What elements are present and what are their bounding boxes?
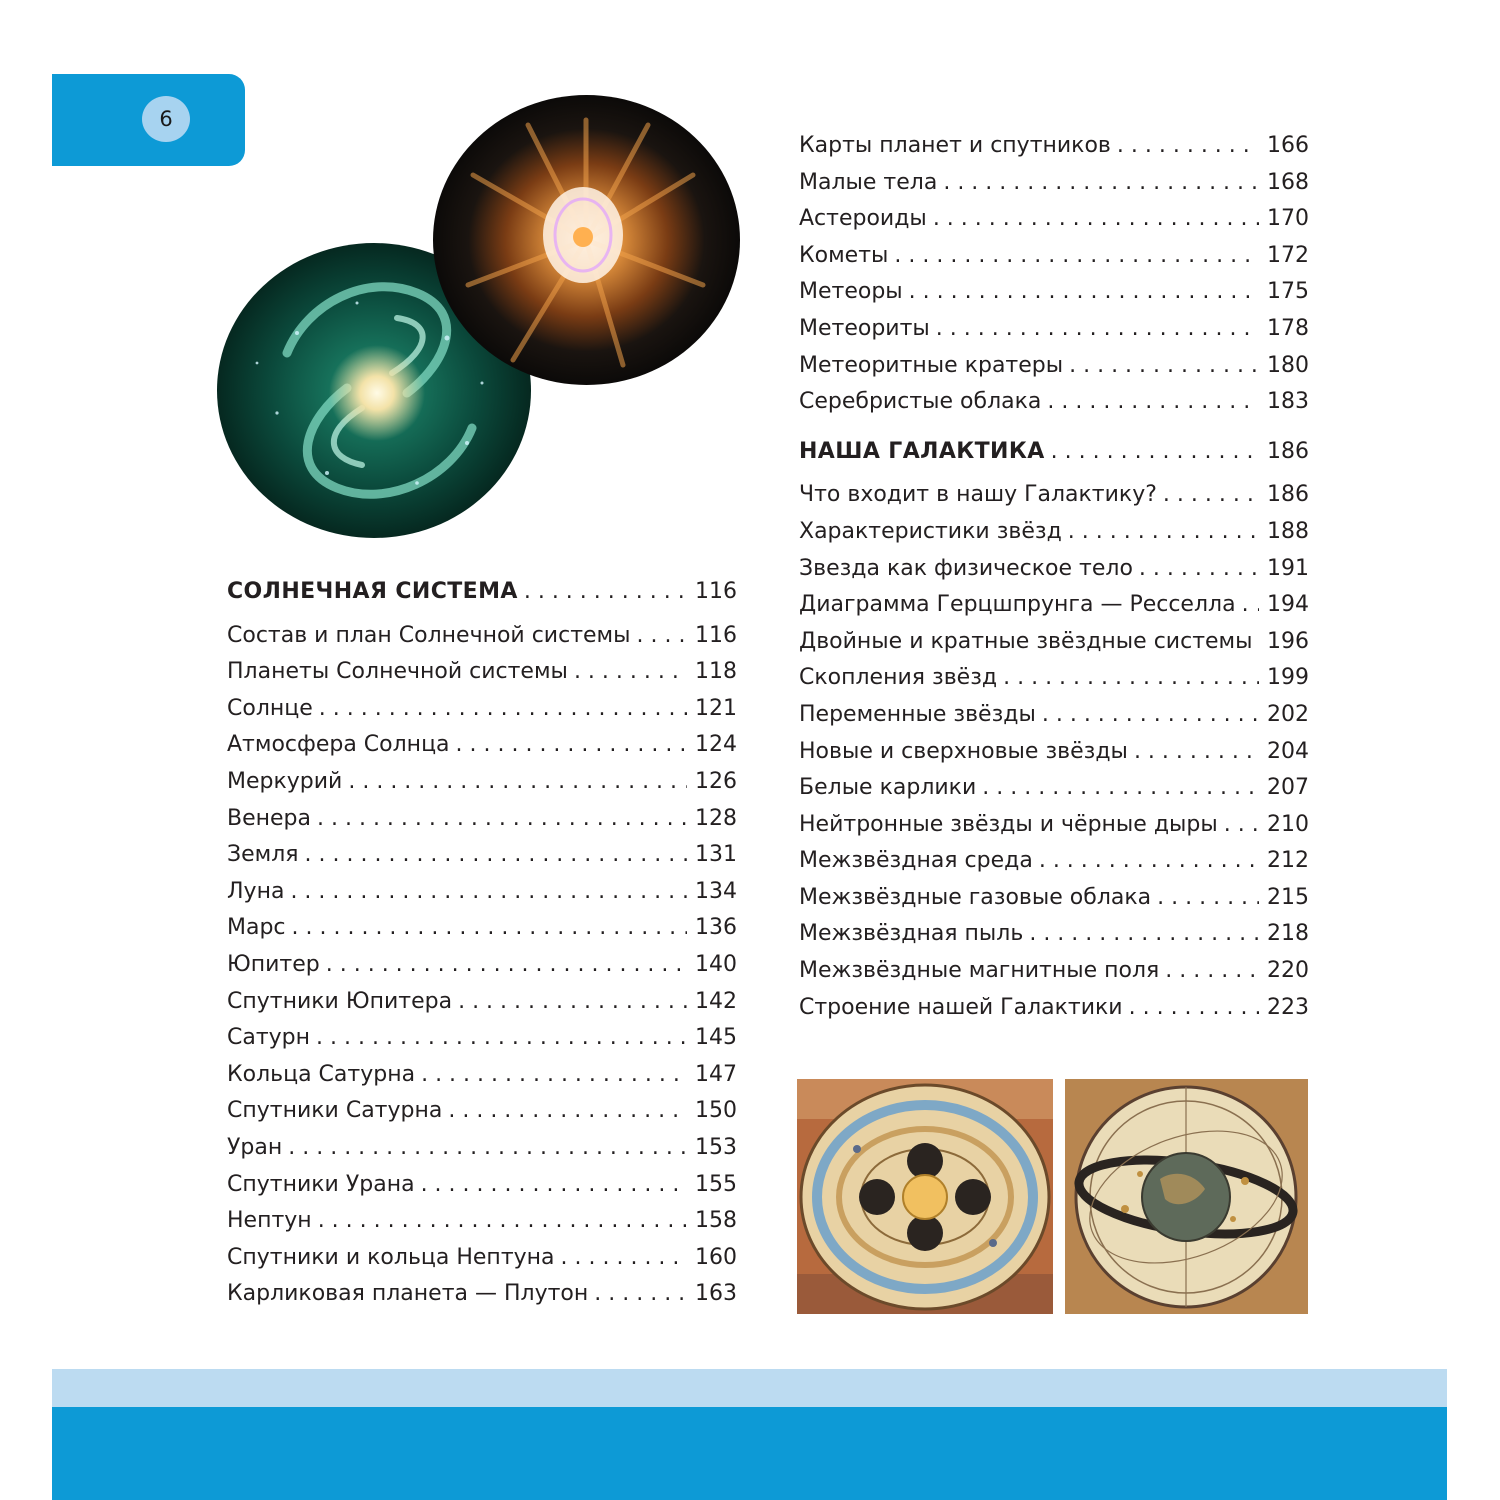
toc-entry[interactable]	[799, 848, 1309, 885]
toc-entry[interactable]	[799, 702, 1309, 739]
toc-entry[interactable]	[799, 133, 1309, 170]
toc-entry-title: Юпитер	[227, 951, 320, 977]
toc-entry[interactable]	[799, 206, 1309, 243]
footer-band-dark	[52, 1407, 1447, 1500]
toc-entry-page: 183	[1267, 389, 1309, 415]
toc-dot-leader	[1163, 482, 1259, 507]
toc-entry-page: 172	[1267, 242, 1309, 268]
toc-entry[interactable]	[227, 623, 737, 660]
toc-dot-leader	[1047, 389, 1259, 414]
toc-dot-leader	[943, 170, 1259, 195]
toc-entry-title: Карты планет и спутников	[799, 133, 1111, 158]
toc-dot-leader	[305, 842, 687, 867]
toc-entry-page: 166	[1267, 133, 1309, 158]
toc-entry-page: 147	[695, 1061, 737, 1087]
toc-section-page: 116	[695, 579, 737, 604]
toc-entry-title: Кометы	[799, 242, 889, 268]
toc-entry-page: 136	[695, 915, 737, 941]
toc-entry-page: 121	[695, 695, 737, 721]
toc-entry-page: 212	[1267, 848, 1309, 874]
toc-entry[interactable]	[799, 812, 1309, 849]
toc-entry-page: 199	[1267, 665, 1309, 691]
toc-dot-leader	[1165, 958, 1259, 983]
toc-entry-page: 160	[695, 1244, 737, 1270]
toc-dot-leader	[292, 915, 687, 940]
toc-entry-page: 220	[1267, 958, 1309, 984]
toc-entry-page: 126	[695, 768, 737, 794]
toc-entry[interactable]	[799, 592, 1309, 629]
toc-entry-title: Спутники Сатурна	[227, 1098, 443, 1124]
toc-right-column	[799, 133, 1309, 1031]
toc-entry-title: Спутники и кольца Нептуна	[227, 1244, 555, 1270]
toc-entry-page: 158	[695, 1208, 737, 1234]
toc-entry-title: Земля	[227, 842, 299, 868]
toc-dot-leader	[909, 279, 1259, 304]
toc-entry-page: 196	[1267, 628, 1309, 654]
toc-entry-title: Сатурн	[227, 1025, 311, 1051]
toc-dot-leader	[1157, 885, 1259, 910]
toc-dot-leader	[1029, 921, 1259, 946]
toc-entry[interactable]	[799, 739, 1309, 776]
toc-entry-page: 150	[695, 1098, 737, 1124]
toc-entry-title: Что входит в нашу Галактику?	[799, 482, 1157, 508]
toc-entry-title: Марс	[227, 915, 286, 941]
toc-entry-page: 204	[1267, 738, 1309, 764]
toc-entry[interactable]	[799, 995, 1309, 1032]
toc-entry-list	[799, 482, 1309, 1031]
toc-entry-title: Метеоры	[799, 279, 903, 305]
toc-entry-title: Двойные и кратные звёздные системы	[799, 628, 1253, 654]
toc-entry[interactable]	[227, 879, 737, 916]
toc-dot-leader	[936, 316, 1259, 341]
toc-entry[interactable]	[227, 989, 737, 1026]
toc-entry[interactable]	[799, 665, 1309, 702]
toc-dot-leader	[1224, 812, 1259, 837]
toc-dot-leader	[574, 659, 687, 684]
toc-dot-leader	[1039, 848, 1259, 873]
toc-entry[interactable]	[227, 806, 737, 843]
toc-dot-leader	[318, 1208, 687, 1233]
toc-entry-title: Диаграмма Герцшпрунга — Ресселла	[799, 592, 1236, 618]
nebula-image	[433, 95, 740, 385]
toc-entry-page: 191	[1267, 555, 1309, 581]
toc-entry-title: Межзвёздная пыль	[799, 921, 1024, 947]
toc-entry-title: Серебристые облака	[799, 389, 1042, 415]
toc-entry-title: Переменные звёзды	[799, 701, 1036, 727]
toc-entry[interactable]	[799, 556, 1309, 593]
toc-entry-title: Белые карлики	[799, 775, 977, 801]
toc-dot-leader	[317, 806, 687, 831]
toc-entry-page: 202	[1267, 701, 1309, 727]
toc-entry-title: Венера	[227, 805, 311, 831]
toc-dot-leader	[1003, 665, 1259, 690]
toc-entry[interactable]	[227, 1062, 737, 1099]
toc-entry-page: 145	[695, 1025, 737, 1051]
geocentric-map-image	[1065, 1079, 1308, 1314]
toc-entry[interactable]	[227, 1172, 737, 1209]
toc-entry-page: 134	[695, 878, 737, 904]
toc-section-title: НАША ГАЛАКТИКА	[799, 438, 1045, 464]
footer-band-light	[52, 1369, 1447, 1407]
toc-entry-title: Звезда как физическое тело	[799, 555, 1133, 581]
toc-entry-page: 131	[695, 842, 737, 868]
toc-entry[interactable]	[227, 952, 737, 989]
toc-entry-list	[799, 133, 1309, 426]
toc-dot-leader	[933, 206, 1259, 231]
toc-entry-title: Межзвёздная среда	[799, 848, 1033, 874]
toc-entry-title: Межзвёздные газовые облака	[799, 884, 1152, 910]
toc-section-heading[interactable]	[227, 579, 737, 616]
toc-section-heading[interactable]	[799, 439, 1309, 476]
page-number: 6	[142, 96, 190, 142]
toc-entry-page: 170	[1267, 206, 1309, 232]
toc-dot-leader	[448, 1098, 687, 1123]
toc-dot-leader	[456, 732, 687, 757]
toc-left-column	[227, 579, 737, 1318]
toc-entry[interactable]	[227, 659, 737, 696]
toc-entry-title: Межзвёздные магнитные поля	[799, 958, 1160, 984]
toc-dot-leader	[458, 989, 687, 1014]
toc-entry-page: 194	[1267, 592, 1309, 618]
toc-entry[interactable]	[799, 885, 1309, 922]
toc-dot-leader	[1134, 739, 1259, 764]
toc-entry[interactable]	[799, 519, 1309, 556]
toc-entry[interactable]	[799, 775, 1309, 812]
toc-entry[interactable]	[227, 1208, 737, 1245]
toc-entry-page: 210	[1267, 811, 1309, 837]
toc-entry-page: 124	[695, 732, 737, 758]
toc-entry-page: 178	[1267, 315, 1309, 341]
toc-entry[interactable]	[227, 1025, 737, 1062]
toc-entry[interactable]	[227, 696, 737, 733]
heliocentric-map-image	[797, 1079, 1053, 1314]
toc-entry-page: 142	[695, 988, 737, 1014]
toc-dot-leader	[524, 579, 687, 604]
toc-entry-list	[227, 623, 737, 1318]
toc-dot-leader	[1139, 556, 1259, 581]
toc-entry[interactable]	[799, 389, 1309, 426]
toc-entry-page: 215	[1267, 884, 1309, 910]
toc-dot-leader	[316, 1025, 687, 1050]
toc-entry-page: 218	[1267, 921, 1309, 947]
toc-entry-page: 140	[695, 951, 737, 977]
toc-dot-leader	[326, 952, 687, 977]
toc-entry[interactable]	[799, 482, 1309, 519]
toc-dot-leader	[421, 1062, 687, 1087]
toc-entry-title: Метеориты	[799, 315, 930, 341]
toc-entry-title: Уран	[227, 1134, 283, 1160]
toc-dot-leader	[421, 1172, 687, 1197]
toc-section-page: 186	[1267, 438, 1309, 464]
toc-entry-title: Состав и план Солнечной системы	[227, 622, 631, 648]
toc-dot-leader	[894, 243, 1259, 268]
toc-entry[interactable]	[799, 958, 1309, 995]
toc-entry[interactable]	[227, 1245, 737, 1282]
toc-dot-leader	[348, 769, 687, 794]
toc-entry-title: Спутники Урана	[227, 1171, 415, 1197]
toc-entry-page: 155	[695, 1171, 737, 1197]
toc-dot-leader	[1069, 353, 1259, 378]
toc-entry[interactable]	[227, 1098, 737, 1135]
toc-dot-leader	[319, 696, 687, 721]
toc-dot-leader	[1051, 439, 1259, 464]
toc-entry-title: Скопления звёзд	[799, 665, 998, 691]
toc-entry-title: Спутники Юпитера	[227, 988, 453, 1014]
toc-entry[interactable]	[799, 279, 1309, 316]
toc-dot-leader	[290, 879, 687, 904]
toc-dot-leader	[594, 1281, 687, 1306]
toc-entry[interactable]	[227, 1281, 737, 1318]
toc-entry[interactable]	[227, 769, 737, 806]
toc-dot-leader	[288, 1135, 687, 1160]
toc-entry-page: 128	[695, 805, 737, 831]
toc-dot-leader	[1068, 519, 1259, 544]
toc-entry-title: Солнце	[227, 695, 313, 721]
toc-dot-leader	[1117, 133, 1259, 158]
toc-entry-page: 163	[695, 1281, 737, 1307]
toc-entry-title: Астероиды	[799, 206, 927, 232]
toc-dot-leader	[561, 1245, 687, 1270]
toc-entry-page: 188	[1267, 518, 1309, 544]
toc-entry-title: Карликовая планета — Плутон	[227, 1281, 589, 1307]
toc-entry[interactable]	[799, 243, 1309, 280]
toc-entry-title: Кольца Сатурна	[227, 1061, 416, 1087]
toc-entry-title: Строение нашей Галактики	[799, 994, 1123, 1020]
toc-dot-leader	[982, 775, 1259, 800]
toc-entry-page: 153	[695, 1134, 737, 1160]
toc-entry-page: 118	[695, 659, 737, 685]
toc-entry-page: 180	[1267, 352, 1309, 378]
toc-entry[interactable]	[227, 842, 737, 879]
toc-dot-leader	[1242, 592, 1259, 617]
toc-entry[interactable]	[227, 1135, 737, 1172]
toc-entry[interactable]	[799, 629, 1309, 666]
toc-entry-page: 175	[1267, 279, 1309, 305]
toc-dot-leader	[1129, 995, 1259, 1020]
toc-entry-page: 207	[1267, 775, 1309, 801]
toc-entry-title: Нейтронные звёзды и чёрные дыры	[799, 811, 1218, 837]
toc-entry-title: Нептун	[227, 1208, 312, 1234]
toc-entry-page: 186	[1267, 482, 1309, 508]
toc-dot-leader	[1042, 702, 1259, 727]
toc-entry-title: Малые тела	[799, 169, 938, 195]
toc-entry-title: Метеоритные кратеры	[799, 352, 1064, 378]
toc-entry-title: Атмосфера Солнца	[227, 732, 450, 758]
toc-entry-title: Меркурий	[227, 768, 343, 794]
toc-entry-title: Новые и сверхновые звёзды	[799, 738, 1128, 764]
toc-section-title: СОЛНЕЧНАЯ СИСТЕМА	[227, 579, 518, 604]
toc-entry-title: Характеристики звёзд	[799, 518, 1062, 544]
toc-entry[interactable]	[799, 921, 1309, 958]
toc-entry[interactable]	[799, 316, 1309, 353]
toc-dot-leader	[637, 623, 687, 648]
toc-entry[interactable]	[227, 915, 737, 952]
toc-entry-page: 223	[1267, 994, 1309, 1020]
toc-entry[interactable]	[227, 732, 737, 769]
toc-entry-page: 116	[695, 622, 737, 648]
toc-entry-page: 168	[1267, 169, 1309, 195]
toc-entry[interactable]	[799, 170, 1309, 207]
toc-entry[interactable]	[799, 353, 1309, 390]
toc-entry-title: Планеты Солнечной системы	[227, 659, 568, 685]
toc-entry-title: Луна	[227, 878, 285, 904]
